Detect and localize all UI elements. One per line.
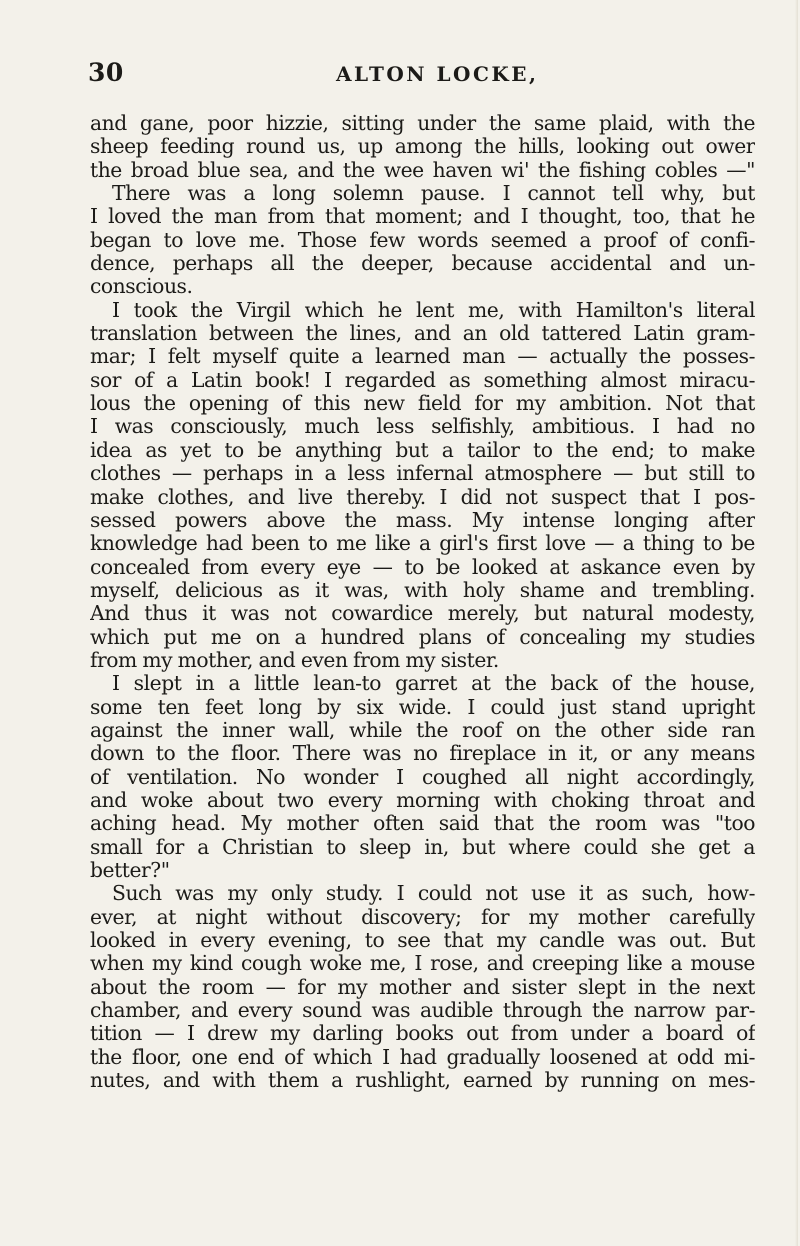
text-line: nutes, and with them a rushlight, earned by running on mes- (90, 1069, 755, 1093)
text-line: down to the floor. There was no fireplace in it, or any means (90, 742, 755, 766)
text-line: the floor, one end of which I had gradually loosened at odd mi- (90, 1045, 755, 1069)
text-line: tition — I drew my darling books out from under a board of (90, 1022, 755, 1046)
text-line: I took the Virgil which he lent me, with Hamilton's literal (112, 298, 755, 322)
text-line: against the inner wall, while the roof on the other side ran (90, 718, 755, 742)
text-line: I was consciously, much less selfishly, ambitious. I had no (90, 415, 755, 439)
text-line: and woke about two every morning with choking throat and (90, 788, 755, 812)
text-line: dence, perhaps all the deeper, because accidental and un- (90, 252, 755, 276)
text-line: make clothes, and live thereby. I did not suspect that I pos- (90, 485, 755, 509)
text-line: lous the opening of this new field for my ambition. Not that (90, 392, 755, 416)
text-line: aching head. My mother often said that the room was "too (90, 812, 755, 836)
running-title: ALTON LOCKE, (336, 62, 539, 86)
text-line: And thus it was not cowardice merely, but natural modesty, (90, 602, 755, 626)
text-line: I loved the man from that moment; and I thought, too, that he (90, 205, 755, 229)
text-line: looked in every evening, to see that my candle was out. But (90, 929, 755, 953)
text-line: mar; I felt myself quite a learned man — actually the posses- (90, 345, 755, 369)
text-line: knowledge had been to me like a girl's first love — a thing to be (90, 532, 755, 556)
text-line: conscious. (90, 274, 193, 299)
text-line: concealed from every eye — to be looked at askance even by (90, 555, 755, 579)
page-edge-shadow (795, 0, 798, 1246)
text-line: clothes — perhaps in a less infernal atmosphere — but still to (90, 462, 755, 486)
text-line: from my mother, and even from my sister. (90, 647, 499, 672)
page-number: 30 (88, 58, 124, 87)
text-line: about the room — for my mother and sister slept in the next (90, 975, 755, 999)
text-line: small for a Christian to sleep in, but where could she get a (90, 835, 755, 859)
text-line: began to love me. Those few words seemed a proof of confi- (90, 228, 755, 252)
text-line: sheep feeding round us, up among the hills, looking out ower (90, 135, 755, 159)
text-line: which put me on a hundred plans of concealing my studies (90, 625, 755, 649)
text-line: the broad blue sea, and the wee haven wi' the fishing cobles —" (90, 158, 755, 182)
text-line: chamber, and every sound was audible through the narrow par- (90, 999, 755, 1023)
text-line: I slept in a little lean-to garret at the back of the house, (112, 672, 755, 696)
text-line: idea as yet to be anything but a tailor to the end; to make (90, 438, 755, 462)
text-line: Such was my only study. I could not use it as such, how- (112, 882, 755, 906)
text-line: myself, delicious as it was, with holy shame and trembling. (90, 578, 755, 602)
text-line: when my kind cough woke me, I rose, and creeping like a mouse (90, 952, 755, 976)
body-text (90, 112, 755, 1092)
text-line: better?" (90, 858, 170, 882)
text-line: of ventilation. No wonder I coughed all night accordingly, (90, 765, 755, 789)
text-line: some ten feet long by six wide. I could just stand upright (90, 695, 755, 719)
text-line: sor of a Latin book! I regarded as something almost miracu- (90, 368, 755, 392)
text-line: and gane, poor hizzie, sitting under the same plaid, with the (90, 112, 755, 135)
text-line: There was a long solemn pause. I cannot tell why, but (112, 182, 755, 206)
text-line: ever, at night without discovery; for my mother carefully (90, 905, 755, 929)
text-line: translation between the lines, and an old tattered Latin gram- (90, 322, 755, 346)
text-line: sessed powers above the mass. My intense longing after (90, 508, 755, 532)
